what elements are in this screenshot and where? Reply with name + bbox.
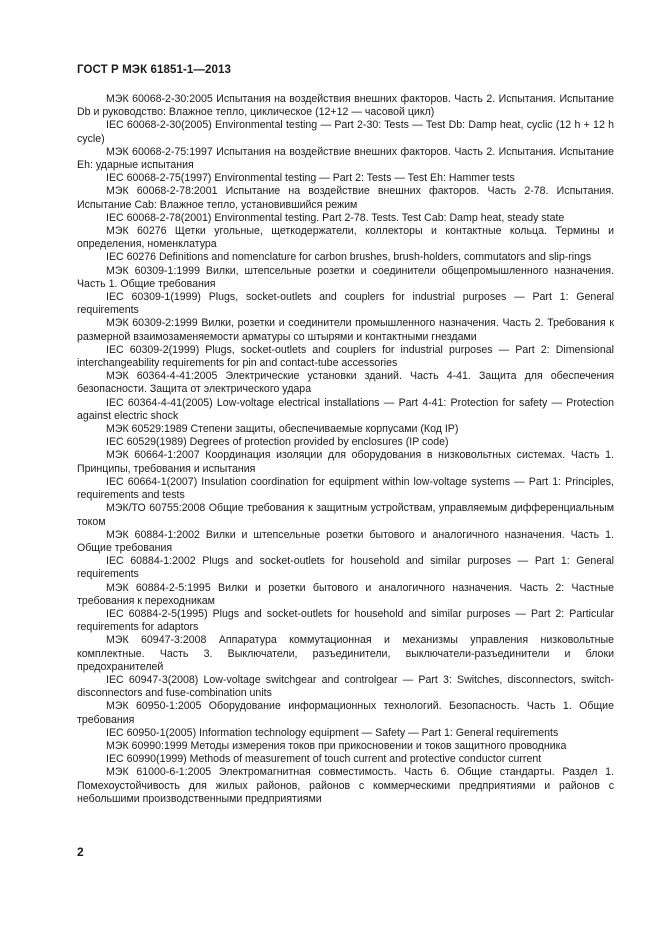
reference-entry: IEC 60884-2-5(1995) Plugs and socket-outlets for household and similar purposes — Part 2: Particular requirements for adaptors <box>77 607 614 634</box>
reference-entry: МЭК 60364-4-41:2005 Электрические установки зданий. Часть 4-41. Защита для обеспечения безопасности. Защита от электрического удара <box>77 370 614 396</box>
reference-entry: IEC 60947-3(2008) Low-voltage switchgear and controlgear — Part 3: Switches, disconnectors, switch-disconnectors and fuse-combination units <box>77 673 614 700</box>
reference-entry: МЭК/ТО 60755:2008 Общие требования к защитным устройствам, управляемым дифференциальным током <box>77 502 614 528</box>
reference-entry: МЭК 60884-1:2002 Вилки и штепсельные розетки бытового и аналогичного назначения. Часть 1. Общие требования <box>77 528 614 554</box>
reference-entry: МЭК 60309-2:1999 Вилки, розетки и соединители промышленного назначения. Часть 2. Требования к размерной взаимозаменяемости арматуры со штырями и контактными гнездами <box>77 317 614 343</box>
reference-entry: IEC 60068-2-78(2001) Environmental testing. Part 2-78. Tests. Test Cab: Damp heat, steady state <box>106 211 565 224</box>
reference-entry: IEC 60068-2-75(1997) Environmental testing — Part 2: Tests — Test Eh: Hammer tests <box>106 172 515 185</box>
reference-entry: IEC 60664-1(2007) Insulation coordination for equipment within low-voltage systems — Part 1: Principles, requirements and tests <box>77 475 614 502</box>
reference-entry: МЭК 60068-2-30:2005 Испытания на воздействия внешних факторов. Часть 2. Испытания. Испытание Db и руководство: Влажное тепло, циклическое (12+12 — часовой цикл) <box>77 93 614 119</box>
reference-entry: МЭК 60990:1999 Методы измерения токов при прикосновении и токов защитного проводника <box>106 739 567 752</box>
reference-entry: МЭК 60068-2-75:1997 Испытания на воздействие внешних факторов. Часть 2. Испытания. Испытание Eh: ударные испытания <box>77 145 614 172</box>
reference-entry: МЭК 61000-6-1:2005 Электромагнитная совместимость. Часть 6. Общие стандарты. Раздел 1. Помехоустойчивость для жилых районов, районов с коммерческими предприятиями и районов с небольшими производственными предприятиями <box>77 766 614 805</box>
reference-entry: МЭК 60276 Щетки угольные, щеткодержатели, коллекторы и контактные кольца. Термины и определения, номенклатура <box>77 225 614 251</box>
page-number: 2 <box>77 845 84 859</box>
reference-entry: IEC 60364-4-41(2005) Low-voltage electrical installations — Part 4-41: Protection for safety — Protection against electric shock <box>77 396 614 422</box>
reference-entry: МЭК 60068-2-78:2001 Испытание на воздействие внешних факторов. Часть 2-78. Испытания. Испытание Cab: Влажное тепло, установившийся режим <box>77 185 614 211</box>
reference-entry: IEC 60990(1999) Methods of measurement of touch current and protective conductor current <box>106 753 542 766</box>
reference-entry: IEC 60884-1:2002 Plugs and socket-outlets for household and similar purposes — Part 1: General requirements <box>77 555 614 581</box>
reference-entry: IEC 60309-2(1999) Plugs, socket-outlets and couplers for industrial purposes — Part 2: Dimensional interchangeability requirements for pin and contact-tube accessories <box>77 343 614 370</box>
references-list <box>77 93 614 806</box>
reference-entry: IEC 60068-2-30(2005) Environmental testing — Part 2-30: Tests — Test Db: Damp heat, cyclic (12 h + 12 h cycle) <box>77 119 614 145</box>
reference-entry: МЭК 60664-1:2007 Координация изоляции для оборудования в низковольтных системах. Часть 1. Принципы, требования и испытания <box>77 449 614 475</box>
reference-entry: IEC 60276 Definitions and nomenclature for carbon brushes, brush-holders, commutators and slip-rings <box>106 251 592 264</box>
reference-entry: МЭК 60947-3:2008 Аппаратура коммутационная и механизмы управления низковольтные комплектные. Часть 3. Выключатели, разъединители, выключатели-разъединители и блоки предохранителей <box>77 634 614 673</box>
reference-entry: МЭК 60529:1989 Степени защиты, обеспечиваемые корпусами (Код IP) <box>106 423 459 436</box>
reference-entry: МЭК 60884-2-5:1995 Вилки и розетки бытового и аналогичного назначения. Часть 2: Частные требования к переходникам <box>77 581 614 607</box>
reference-entry: IEC 60529(1989) Degrees of protection provided by enclosures (IP code) <box>106 436 449 449</box>
reference-entry: МЭК 60950-1:2005 Оборудование информационных технологий. Безопасность. Часть 1. Общие требования <box>77 700 614 726</box>
reference-entry: IEC 60309-1(1999) Plugs, socket-outlets and couplers for industrial purposes — Part 1: General requirements <box>77 291 614 317</box>
reference-entry: МЭК 60309-1:1999 Вилки, штепсельные розетки и соединители общепромышленного назначения. Часть 1. Общие требования <box>77 264 614 290</box>
page-header-standard-title: ГОСТ Р МЭК 61851-1—2013 <box>77 64 231 76</box>
reference-entry: IEC 60950-1(2005) Information technology equipment — Safety — Part 1: General requirements <box>106 726 559 739</box>
